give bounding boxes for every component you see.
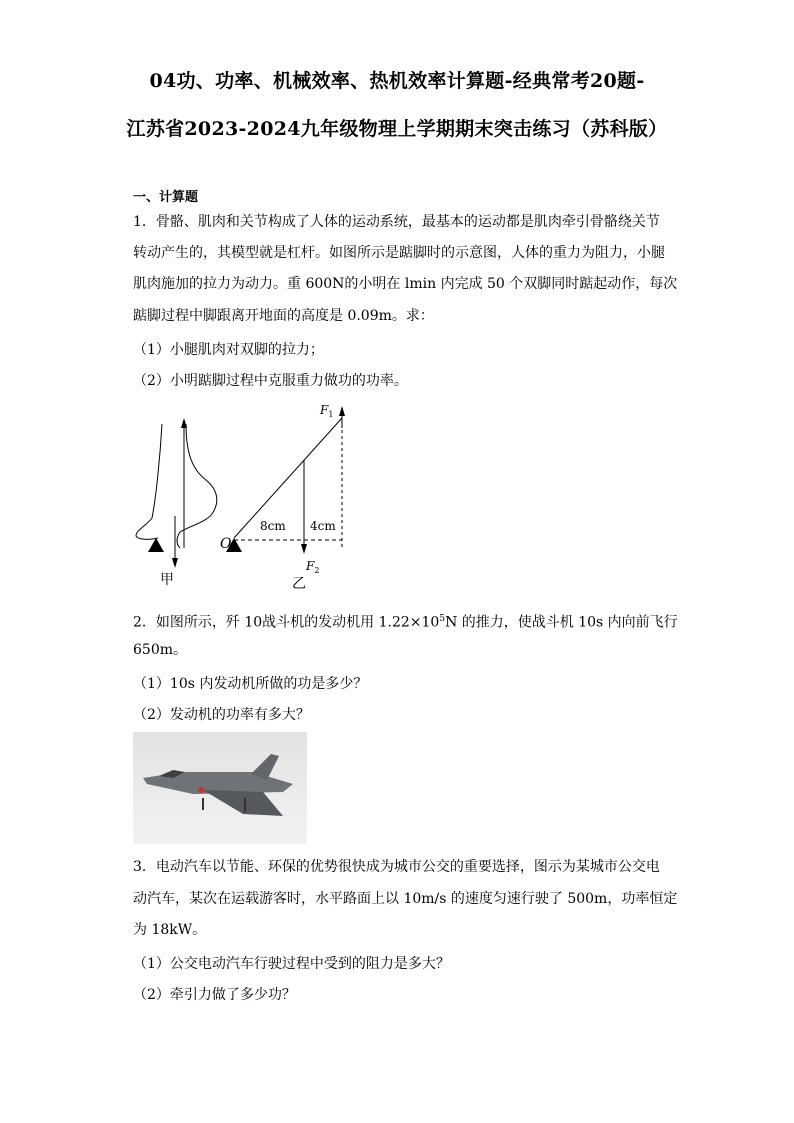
F1-arrowhead [339,406,345,416]
document-title-line2: 江苏省2023-2024九年级物理上学期期末突击练习（苏科版） [126,118,668,140]
q3-text-line1: 3．电动汽车以节能、环保的优势很快成为城市公交的重要选择，图示为某城市公交电 [133,859,660,875]
caption-yi: 乙 [292,576,306,590]
q3-text-line2: 动汽车，某次在运载游客时，水平路面上以 10m/s 的速度匀速行驶了 500m，功率恒定 [133,891,678,907]
caption-jia: 甲 [160,572,174,588]
length-label-4cm: 4cm [310,519,336,533]
q1-text-line2: 转动产生的，其模型就是杠杆。如图所示是踮脚时的示意图，人体的重力为阻力，小腿 [133,245,665,261]
document-title-line1: 04功、功率、机械效率、热机效率计算题-经典常考20题- [149,70,645,92]
q1-text-line1: 1．骨骼、肌肉和关节构成了人体的运动系统，最基本的运动都是肌肉牵引骨骼绕关节 [133,214,660,230]
section-heading: 一、计算题 [133,190,199,205]
q3-sub-question-1: （1）公交电动汽车行驶过程中受到的阻力是多大？ [133,956,450,972]
foot-fulcrum [148,538,164,552]
q1-sub-question-2: （2）小明踮脚过程中克服重力做功的功率。 [133,373,408,389]
q2-sub-question-1: （1）10s 内发动机所做的功是多少？ [133,676,368,692]
fighter-jet-image [133,732,307,844]
q3-sub-question-2: （2）牵引力做了多少功？ [133,987,296,1003]
fulcrum-label-O: O [220,536,232,552]
q2-text-line2: 650m。 [133,642,187,658]
F2-label: $F_2$ [306,559,320,575]
q1-text-line3: 肌肉施加的拉力为动力。重 600N的小明在 lmin 内完成 50 个双脚同时踮起动作，每次 [133,276,678,292]
q2-text-line1: 2．如图所示，歼 10战斗机的发动机用 $1.22\times 10^5N$ 的推力，使战斗机 10s 内向前飞行 [133,614,678,631]
q3-text-line3: 为 18kW。 [133,922,207,938]
foot-arrowhead-down [172,558,178,568]
foot-diagram [136,424,217,548]
lever-figure [120,398,360,590]
q2-sub-question-2: （2）发动机的功率有多大？ [133,707,310,723]
foot-arrowhead-up [181,418,187,428]
q1-sub-question-1: （1）小腿肌肉对双脚的拉力； [133,342,324,358]
length-label-8cm: 8cm [260,519,286,533]
F2-arrowhead [301,544,307,554]
F1-label: $F_1$ [320,403,334,419]
q1-text-line4: 踮脚过程中脚跟离开地面的高度是 0.09m。求： [133,308,434,324]
